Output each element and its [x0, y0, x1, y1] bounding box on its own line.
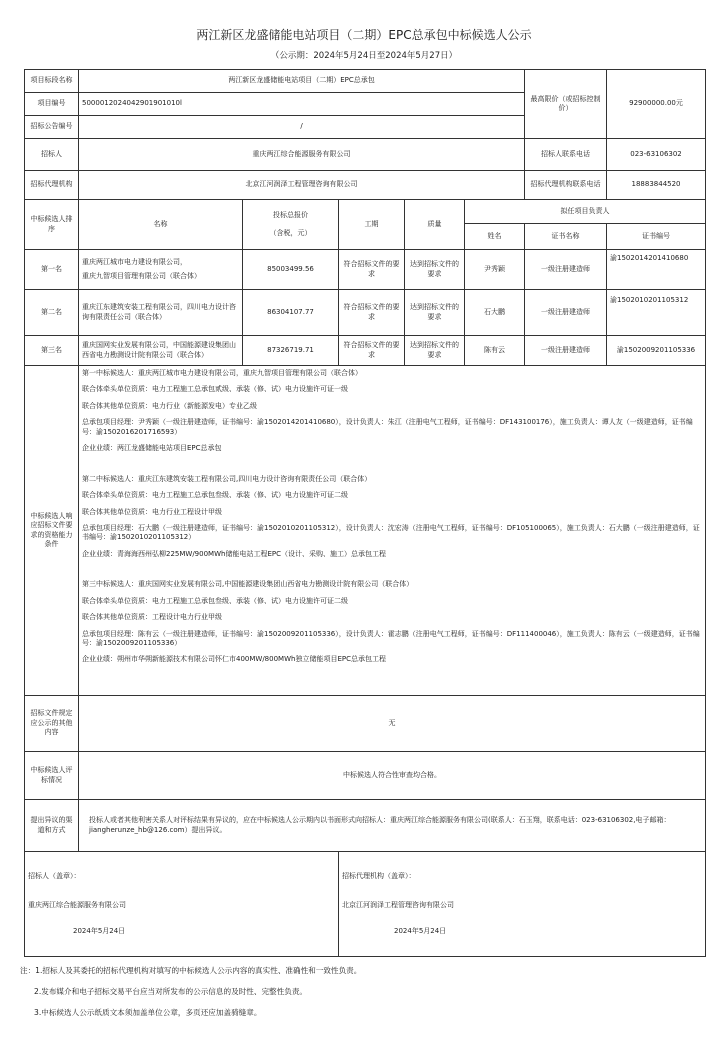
candidate-pm-name: 尹秀颖: [465, 250, 525, 290]
publicity-period: （公示期：2024年5月24日至2024年5月27日）: [270, 51, 458, 61]
agency-label: 招标代理机构: [25, 171, 79, 200]
candidate-cert-name: 一级注册建造师: [525, 290, 607, 336]
candidate-duration: 符合招标文件的要求: [339, 336, 405, 366]
qualification-lead-cert: 联合体牵头单位资质：电力工程施工总承包叁级、承装（修、试）电力设施许可证二级: [82, 491, 348, 500]
agency: 北京江河润泽工程管理咨询有限公司: [79, 171, 525, 200]
qualification-lead-cert: 联合体牵头单位资质：电力工程施工总承包贰级、承装（修、试）电力设施许可证一级: [82, 385, 348, 394]
qualification-lead-cert: 联合体牵头单位资质：电力工程施工总承包叁级、承装（修、试）电力设施许可证二级: [82, 596, 348, 605]
table-row: [25, 290, 706, 336]
bid-price-header-label: 投标总报价: [273, 211, 308, 220]
review-label: 中标候选人评标情况: [25, 752, 79, 800]
name-header: 名称: [79, 200, 243, 250]
other-content: 无: [79, 696, 706, 752]
tenderer-label: 招标人: [25, 139, 79, 171]
qualification-performance: 企业业绩：青海海西州弘柳225MW/900MWh储能电站工程EPC（设计、采购、施工）总承包工程: [82, 549, 386, 558]
qualification-content: [79, 366, 706, 696]
agency-seal-name: 北京江河润泽工程管理咨询有限公司: [342, 901, 454, 909]
agency-phone: 18883844520: [607, 171, 706, 200]
agency-seal-block: [339, 852, 706, 957]
candidate-cert-name: 一级注册建造师: [525, 336, 607, 366]
qualification-staff: 总承包项目经理：陈有云（一级注册建造师，证书编号：渝1502009201105336），设计负责人：霍志鹏（注册电气工程师，证书编号：DF111400046），施工负责人：陈有云（一级建造师，证书编号：渝1502009201105336）: [82, 629, 700, 647]
tenderer-phone: 023-63106302: [607, 139, 706, 171]
tenderer-seal-name: 重庆两江综合能源服务有限公司: [28, 901, 126, 909]
candidate-rank: 第二名: [25, 290, 79, 336]
tenderer-seal-date: 2024年5月24日: [73, 927, 126, 935]
tenderer-seal-block: [25, 852, 339, 957]
cert-no-header: 证书编号: [607, 224, 706, 250]
project-no-label: 项目编号: [25, 93, 79, 116]
agency-phone-label: 招标代理机构联系电话: [525, 171, 607, 200]
candidate-cert-no: 渝1502014201410680: [607, 250, 706, 290]
candidate-quality: 达到招标文件的要求: [405, 250, 465, 290]
project-name: 两江新区龙盛储能电站项目（二期）EPC总承包: [79, 70, 525, 93]
bid-price-header-unit: （含税，元）: [269, 228, 312, 237]
candidate-name-line: 重庆两江城市电力建设有限公司，: [82, 257, 187, 266]
qualification-member-cert: 联合体其他单位资质：电力行业工程设计甲级: [82, 507, 222, 516]
candidate-pm-name: 陈有云: [465, 336, 525, 366]
footnote: 3.中标候选人公示纸质文本须加盖单位公章，多页还应加盖骑缝章。: [34, 1008, 262, 1017]
page-title: 两江新区龙盛储能电站项目（二期）EPC总承包中标候选人公示: [196, 28, 532, 42]
cert-name-header: 证书名称: [525, 224, 607, 250]
notice-no-label: 招标公告编号: [25, 116, 79, 139]
tenderer-seal-label: 招标人（盖章）：: [28, 872, 81, 880]
candidate-name-line: 重庆九智项目管理有限公司（联合体）: [82, 272, 201, 280]
bid-price-header: [243, 200, 339, 250]
candidate-rank: 第一名: [25, 250, 79, 290]
candidate-price: 86304107.77: [243, 290, 339, 336]
objection-value: 投标人或者其他利害关系人对评标结果有异议的，应在中标候选人公示期内以书面形式向招标人：重庆两江综合能源服务有限公司(联系人：石玉翔，联系电话：023-63106302,电子邮箱：jiangherunze_hb@126.com）提出异议。: [79, 800, 706, 852]
candidate-price: 87326719.71: [243, 336, 339, 366]
qualification-performance: 企业业绩：两江龙盛储能电站项目EPC总承包: [82, 444, 222, 453]
candidate-name: [79, 250, 243, 290]
qualification-staff: 总承包项目经理：尹秀颖（一级注册建造师，证书编号：渝1502014201410680），设计负责人：朱江（注册电气工程师，证书编号：DF143100176），施工负责人：谭人友（一级建造师，证书编号：渝1502016201716593）: [82, 418, 693, 436]
table-row: [25, 336, 706, 366]
project-name-label: 项目标段名称: [25, 70, 79, 93]
qualification-member-cert: 联合体其他单位资质：电力行业（新能源发电）专业乙级: [82, 401, 257, 410]
agency-seal-date: 2024年5月24日: [394, 927, 447, 935]
candidate-duration: 符合招标文件的要求: [339, 290, 405, 336]
tenderer-phone-label: 招标人联系电话: [525, 139, 607, 171]
candidate-cert-no: 渝1502009201105336: [607, 336, 706, 366]
qualification-member-cert: 联合体其他单位资质：工程设计电力行业甲级: [82, 613, 222, 622]
pm-name-header: 姓名: [465, 224, 525, 250]
qualification-candidate: 第三中标候选人：重庆国网实业发展有限公司,中国能源建设集团山西省电力勘测设计院有限公司（联合体）: [82, 580, 414, 589]
project-no: 5000012024042901901010l: [79, 93, 525, 116]
qualification-candidate: 第二中标候选人：重庆江东建筑安装工程有限公司,四川电力设计咨询有限责任公司（联合体）: [82, 474, 372, 483]
announcement-table: [24, 69, 706, 957]
table-row: [25, 250, 706, 290]
notice-no: /: [79, 116, 525, 139]
review-value: 中标候选人符合性审查均合格。: [79, 752, 706, 800]
max-price: 92900000.00元: [607, 70, 706, 139]
tenderer: 重庆两江综合能源服务有限公司: [79, 139, 525, 171]
footnote: 2.发布媒介和电子招标交易平台应当对所发布的公示信息的及时性、完整性负责。: [34, 987, 308, 996]
pm-header: 拟任项目负责人: [465, 200, 706, 224]
duration-header: 工期: [339, 200, 405, 250]
candidate-cert-no: 渝1502010201105312: [607, 290, 706, 336]
candidate-rank: 第三名: [25, 336, 79, 366]
max-price-label: 最高限价（或招标控制价）: [525, 70, 607, 139]
candidate-quality: 达到招标文件的要求: [405, 336, 465, 366]
qualification-candidate: 第一中标候选人：重庆两江城市电力建设有限公司，重庆九智项目管理有限公司（联合体）: [82, 369, 362, 377]
candidate-quality: 达到招标文件的要求: [405, 290, 465, 336]
candidate-pm-name: 石大鹏: [465, 290, 525, 336]
agency-seal-label: 招标代理机构（盖章）：: [342, 872, 416, 880]
rank-header: 中标候选人排序: [25, 200, 79, 250]
candidate-name: 重庆江东建筑安装工程有限公司，四川电力设计咨询有限责任公司（联合体）: [79, 290, 243, 336]
candidate-name: 重庆国网实业发展有限公司，中国能源建设集团山西省电力勘测设计院有限公司（联合体）: [79, 336, 243, 366]
qualification-performance: 企业业绩：朔州市华朔新能源技术有限公司怀仁市400MW/800MWh独立储能项目EPC总承包工程: [82, 655, 386, 664]
candidate-price: 85003499.56: [243, 250, 339, 290]
candidate-cert-name: 一级注册建造师: [525, 250, 607, 290]
candidate-duration: 符合招标文件的要求: [339, 250, 405, 290]
qualification-label: 中标候选人响应招标文件要求的资格能力条件: [25, 366, 79, 696]
footnote: 注：1.招标人及其委托的招标代理机构对填写的中标候选人公示内容的真实性、准确性和一致性负责。: [20, 966, 362, 975]
other-content-label: 招标文件规定应公示的其他内容: [25, 696, 79, 752]
objection-label: 提出异议的渠道和方式: [25, 800, 79, 852]
qualification-staff: 总承包项目经理：石大鹏（一级注册建造师，证书编号：渝1502010201105312），设计负责人：沈宏涛（注册电气工程师，证书编号：DF105100065），施工负责人：石大鹏（一级注册建造师，证书编号：渝1502010201105312）: [82, 523, 700, 542]
quality-header: 质量: [405, 200, 465, 250]
